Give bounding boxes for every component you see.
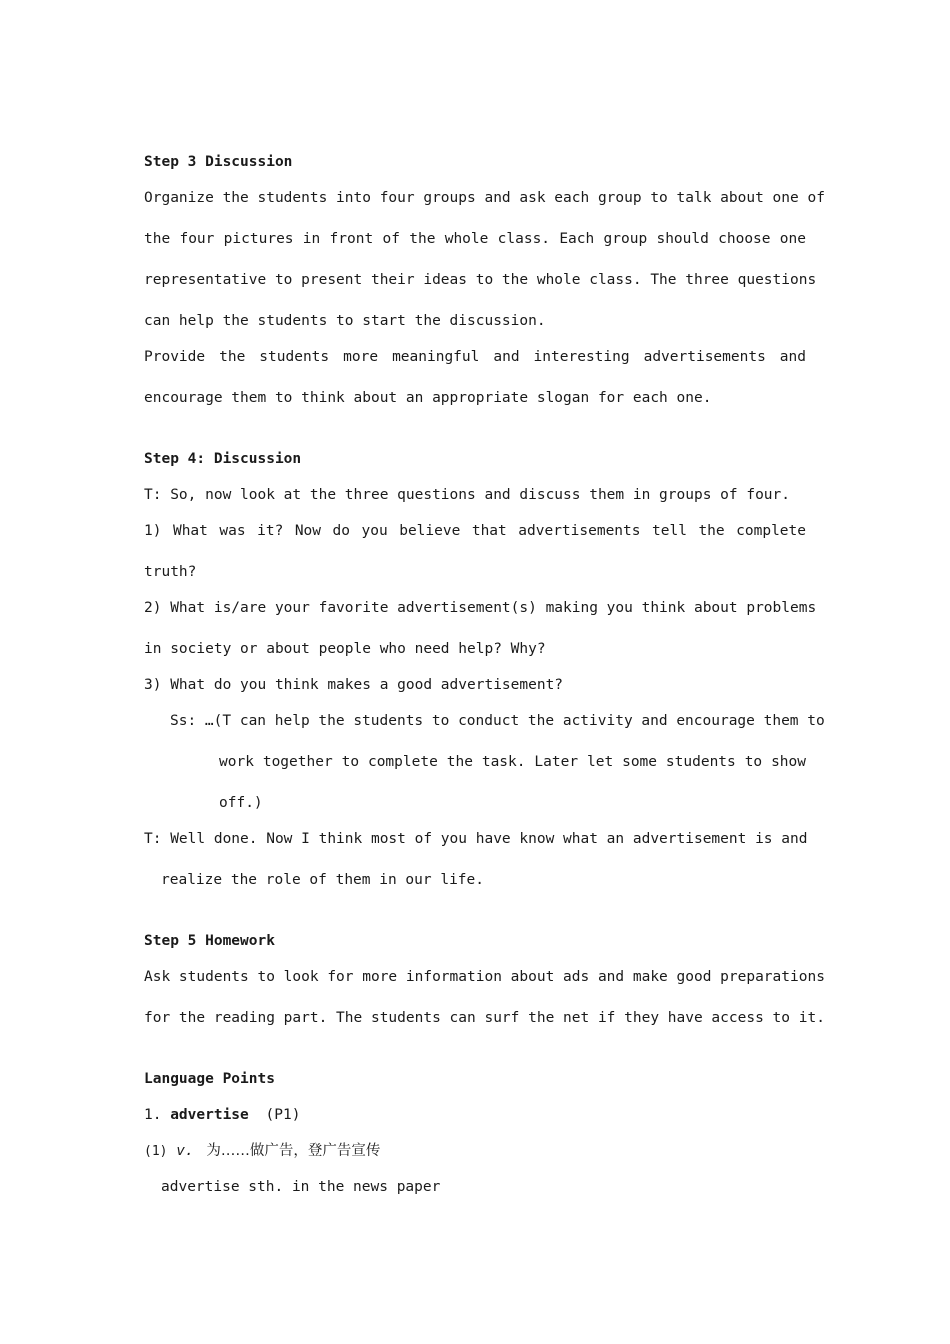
sense-definition: 为……做广告，登广告宣传 (206, 1143, 381, 1159)
step4-question-2-cont: in society or about people who need help? Why? (144, 641, 546, 657)
sense-1 (144, 1141, 806, 1162)
step5-line-2: for the reading part. The students can surf the net if they have access to it. (144, 1010, 825, 1026)
step3-line-1: Organize the students into four groups and ask each group to talk about one of (144, 190, 825, 206)
step4-heading: Step 4: Discussion (144, 451, 302, 467)
item-word: advertise (170, 1107, 249, 1123)
step4-question-2: 2) What is/are your favorite advertisement(s) making you think about problems (144, 600, 817, 616)
step4-teacher-line-2: realize the role of them in our life. (161, 872, 485, 888)
step3-line-4: can help the students to start the discussion. (144, 313, 546, 329)
step4-question-1: 1) What was it? Now do you believe that advertisements tell the complete (144, 523, 806, 539)
item-number: 1. (144, 1107, 162, 1123)
example-1: advertise sth. in the news paper (161, 1179, 441, 1195)
item-reference: (P1) (265, 1107, 301, 1123)
part-of-speech: v. (176, 1143, 194, 1159)
step4-intro: T: So, now look at the three questions and discuss them in groups of four. (144, 487, 791, 503)
language-point-1 (144, 1105, 806, 1125)
step4-question-1-cont: truth? (144, 564, 197, 580)
step3-heading: Step 3 Discussion (144, 154, 293, 170)
sense-number: (1) (144, 1144, 168, 1159)
step3-line-6: encourage them to think about an appropriate slogan for each one. (144, 390, 712, 406)
step4-ss-line-3: off.) (219, 795, 263, 811)
step5-heading: Step 5 Homework (144, 933, 275, 949)
step3-line-2: the four pictures in front of the whole class. Each group should choose one (144, 231, 806, 247)
step4-teacher-line-1: T: Well done. Now I think most of you have know what an advertisement is and (144, 831, 808, 847)
step4-ss-line-1: Ss: …(T can help the students to conduct the activity and encourage them to (170, 713, 825, 729)
step3-line-5: Provide the students more meaningful and interesting advertisements and (144, 349, 806, 365)
step5-line-1: Ask students to look for more information about ads and make good preparations (144, 969, 825, 985)
step4-question-3: 3) What do you think makes a good advertisement? (144, 677, 564, 693)
language-points-heading: Language Points (144, 1071, 275, 1087)
step4-ss-line-2: work together to complete the task. Later let some students to show (219, 754, 806, 770)
step3-line-3: representative to present their ideas to the whole class. The three questions (144, 272, 817, 288)
